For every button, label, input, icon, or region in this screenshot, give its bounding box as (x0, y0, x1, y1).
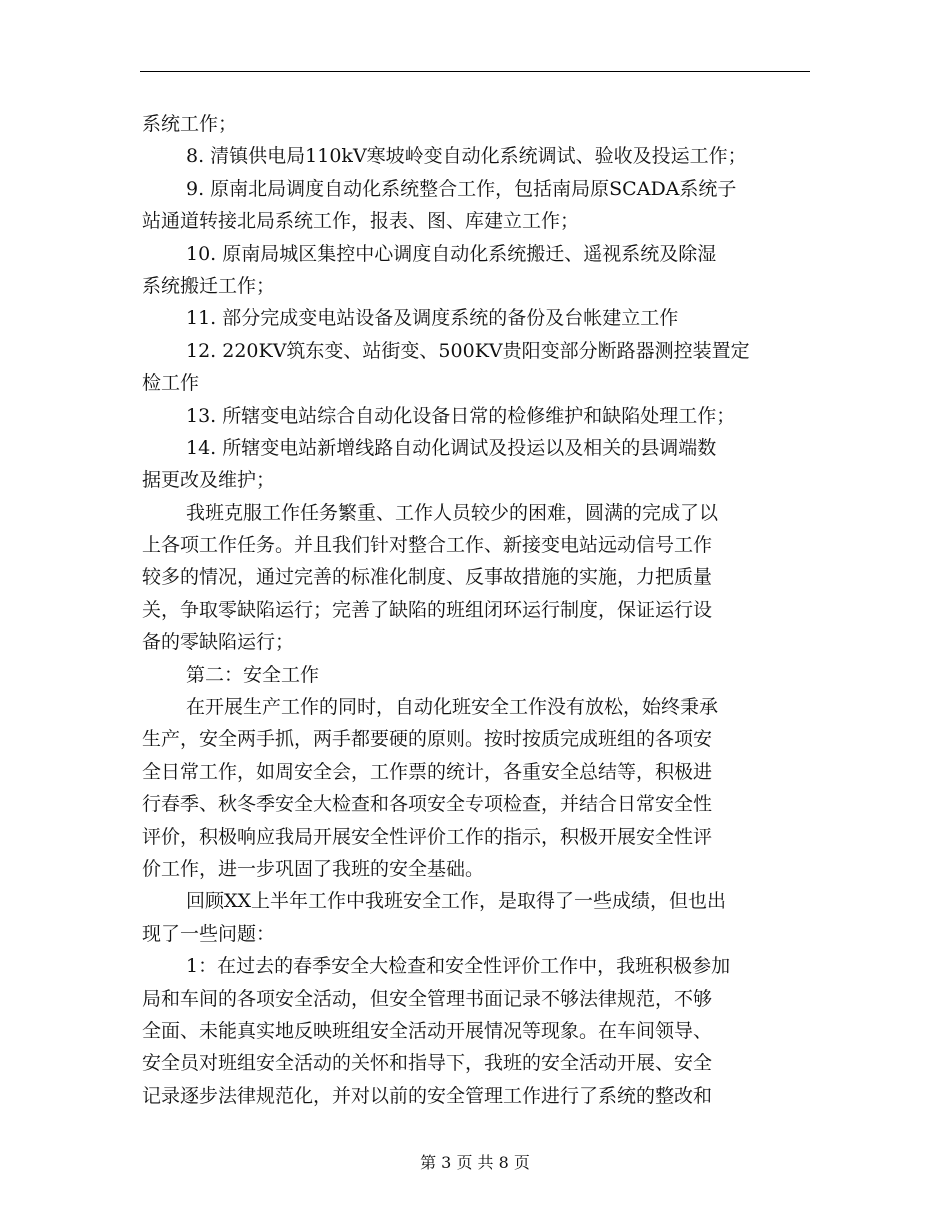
text-line: 关，争取零缺陷运行；完善了缺陷的班组闭环运行制度，保证运行设 (142, 598, 713, 621)
text-line: 较多的情况，通过完善的标准化制度、反事故措施的实施，力把质量 (142, 566, 713, 589)
text-line: 全日常工作，如周安全会，工作票的统计，各重安全总结等，积极进 (142, 760, 713, 783)
text-line: 系统搬迁工作； (142, 274, 276, 297)
text-line: 8. 清镇供电局110kV寒坡岭变自动化系统调试、验收及投运工作； (186, 145, 747, 168)
text-line: 评价，积极响应我局开展安全性评价工作的指示，积极开展安全性评 (142, 825, 713, 848)
text-line: 检工作 (142, 372, 200, 395)
page-footer: 第 3 页 共 8 页 (420, 1153, 530, 1172)
text-line: 第二：安全工作 (186, 663, 320, 686)
text-line: 站通道转接北局系统工作，报表、图、库建立工作； (142, 210, 580, 233)
text-line: 12. 220KV筑东变、站街变、500KV贵阳变部分断路器测控装置定 (186, 339, 750, 362)
header-rule (140, 71, 810, 72)
text-line: 10. 原南局城区集控中心调度自动化系统搬迁、遥视系统及除湿 (186, 242, 717, 265)
text-line: 安全员对班组安全活动的关怀和指导下，我班的安全活动开展、安全 (142, 1052, 713, 1075)
text-line: 据更改及维护； (142, 469, 276, 492)
text-line: 记录逐步法律规范化，并对以前的安全管理工作进行了系统的整改和 (142, 1084, 713, 1107)
document-body (142, 108, 812, 1112)
text-line: 14. 所辖变电站新增线路自动化调试及投运以及相关的县调端数 (186, 436, 717, 459)
text-line: 9. 原南北局调度自动化系统整合工作，包括南局原SCADA系统子 (186, 177, 737, 200)
text-line: 1：在过去的春季安全大检查和安全性评价工作中，我班积极参加 (186, 955, 731, 978)
text-line: 行春季、秋冬季安全大检查和各项安全专项检查，并结合日常安全性 (142, 793, 713, 816)
text-line: 全面、未能真实地反映班组安全活动开展情况等现象。在车间领导、 (142, 1019, 713, 1042)
text-line: 13. 所辖变电站综合自动化设备日常的检修维护和缺陷处理工作； (186, 404, 736, 427)
text-line: 局和车间的各项安全活动，但安全管理书面记录不够法律规范，不够 (142, 987, 713, 1010)
text-line: 价工作，进一步巩固了我班的安全基础。 (142, 857, 485, 880)
text-line: 现了一些问题： (142, 922, 276, 945)
text-line: 我班克服工作任务繁重、工作人员较少的困难，圆满的完成了以 (186, 501, 719, 524)
text-line: 生产，安全两手抓，两手都要硬的原则。按时按质完成班组的各项安 (142, 728, 713, 751)
text-line: 在开展生产工作的同时，自动化班安全工作没有放松，始终秉承 (186, 696, 719, 719)
text-line: 回顾XX上半年工作中我班安全工作，是取得了一些成绩，但也出 (186, 890, 727, 913)
text-line: 11. 部分完成变电站设备及调度系统的备份及台帐建立工作 (186, 307, 679, 330)
text-line: 系统工作； (142, 113, 238, 135)
text-line: 备的零缺陷运行； (142, 631, 295, 654)
text-line: 上各项工作任务。并且我们针对整合工作、新接变电站远动信号工作 (142, 534, 713, 557)
